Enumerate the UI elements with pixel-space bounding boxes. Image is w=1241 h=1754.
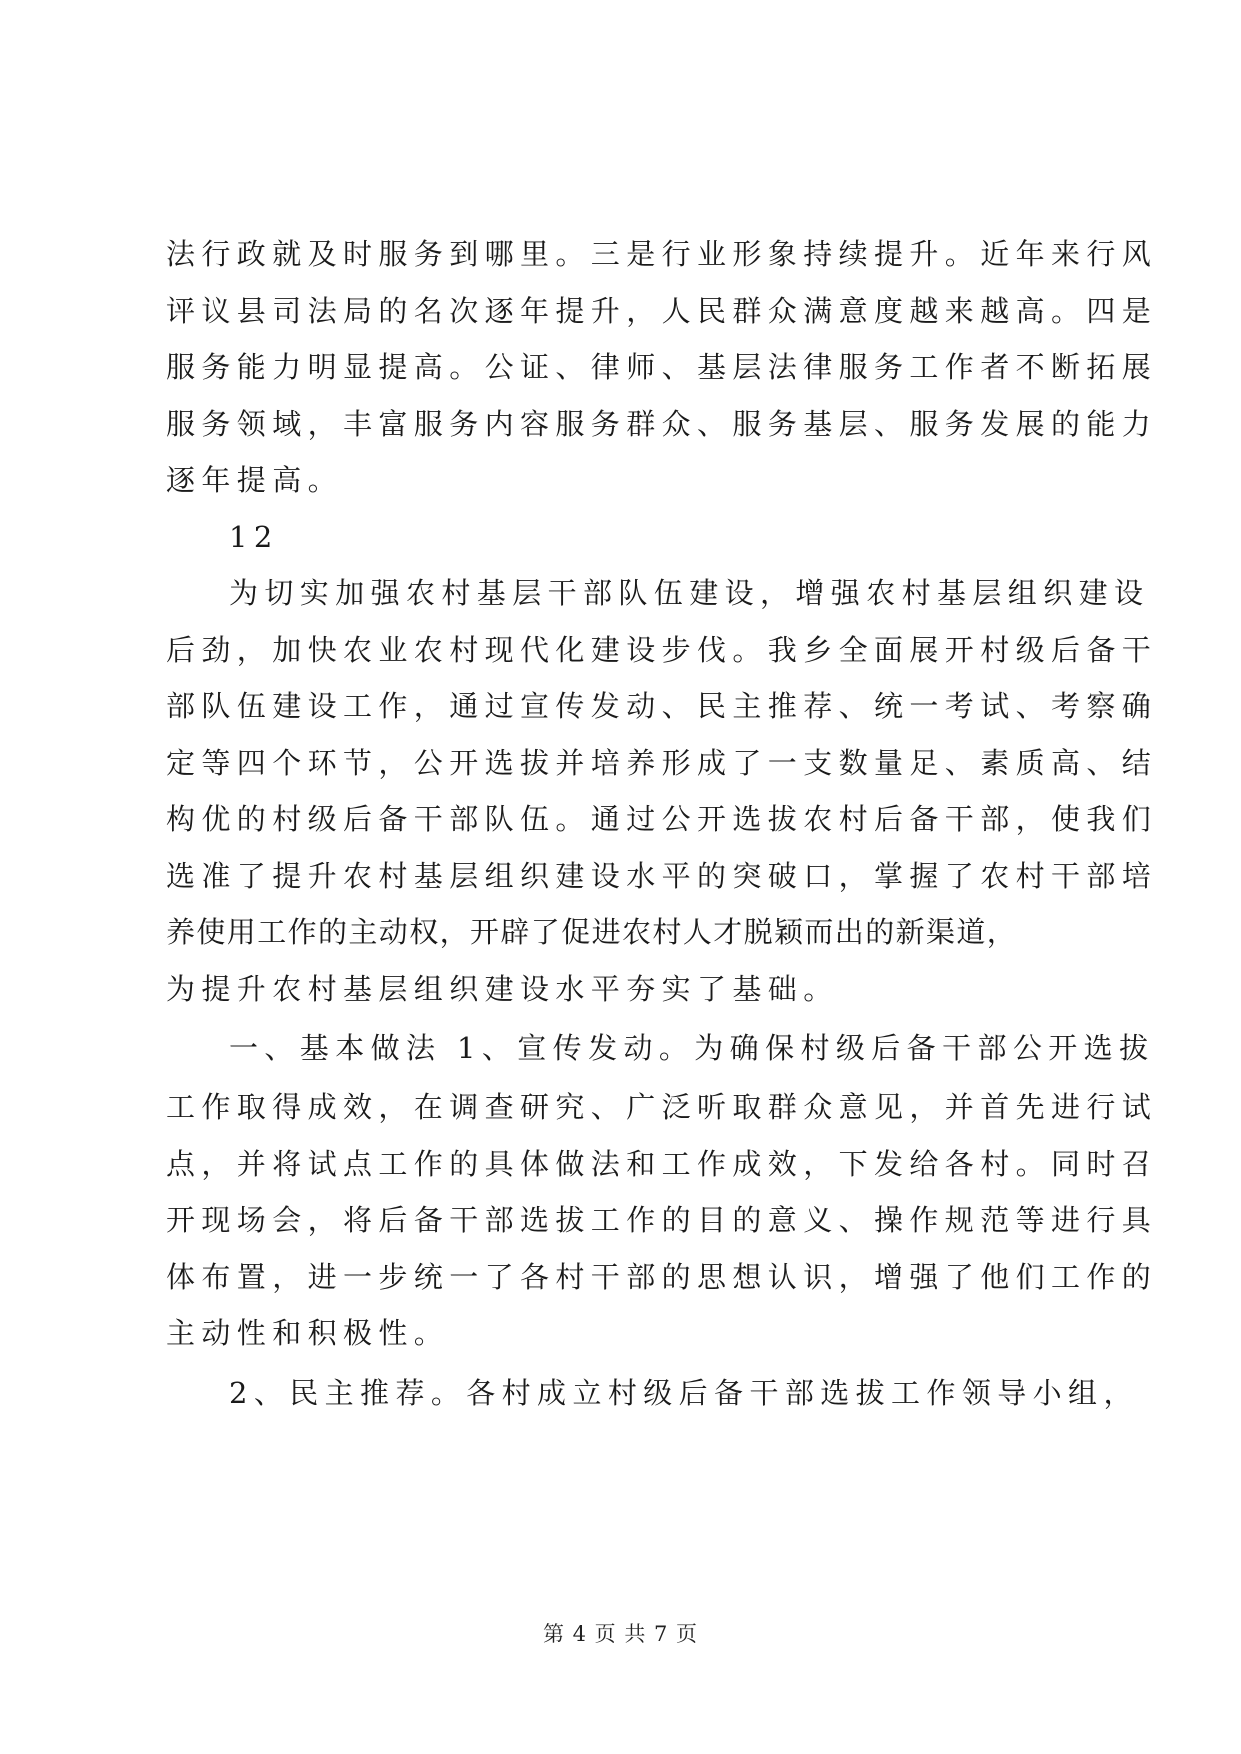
paragraph-line: 后劲，加快农业农村现代化建设步伐。我乡全面展开村级后备干: [166, 632, 1158, 667]
paragraph-line: 2、民主推荐。各村成立村级后备干部选拔工作领导小组，: [229, 1375, 1139, 1410]
paragraph-line: 定等四个环节，公开选拔并培养形成了一支数量足、素质高、结: [166, 745, 1158, 780]
paragraph-line: 一、基本做法 1、宣传发动。为确保村级后备干部公开选拔: [229, 1031, 1155, 1065]
paragraph-line: 部队伍建设工作，通过宣传发动、民主推荐、统一考试、考察确: [166, 689, 1158, 723]
paragraph-line: 为提升农村基层组织建设水平夯实了基础。: [166, 971, 839, 1006]
paragraph-line: 开现场会，将后备干部选拔工作的目的意义、操作规范等进行具: [166, 1203, 1158, 1237]
paragraph-line: 评议县司法局的名次逐年提升，人民群众满意度越来越高。四是: [166, 293, 1158, 328]
paragraph-line: 体布置，进一步统一了各村干部的思想认识，增强了他们工作的: [166, 1259, 1158, 1294]
document-body: [166, 226, 1158, 1424]
paragraph-line: 点，并将试点工作的具体做法和工作成效，下发给各村。同时召: [166, 1146, 1158, 1181]
page-footer: 第 4 页 共 7 页: [542, 1622, 699, 1646]
paragraph-line: 选准了提升农村基层组织建设水平的突破口，掌握了农村干部培: [166, 858, 1158, 893]
paragraph-line: 服务领域，丰富服务内容服务群众、服务基层、服务发展的能力: [166, 406, 1158, 441]
paragraph-line: 工作取得成效，在调查研究、广泛听取群众意见，并首先进行试: [166, 1090, 1158, 1124]
section-number: 12: [229, 519, 279, 554]
paragraph-line: 为切实加强农村基层干部队伍建设，增强农村基层组织建设: [229, 576, 1150, 610]
paragraph-line: 主动性和积极性。: [166, 1316, 450, 1350]
paragraph-line: 养使用工作的主动权，开辟了促进农村人才脱颖而出的新渠道，: [166, 915, 1018, 949]
paragraph-line: 法行政就及时服务到哪里。三是行业形象持续提升。近年来行风: [166, 237, 1158, 271]
paragraph-line: 逐年提高。: [166, 463, 344, 497]
paragraph-line: 服务能力明显提高。公证、律师、基层法律服务工作者不断拓展: [166, 350, 1158, 384]
paragraph-line: 构优的村级后备干部队伍。通过公开选拔农村后备干部，使我们: [166, 802, 1158, 836]
